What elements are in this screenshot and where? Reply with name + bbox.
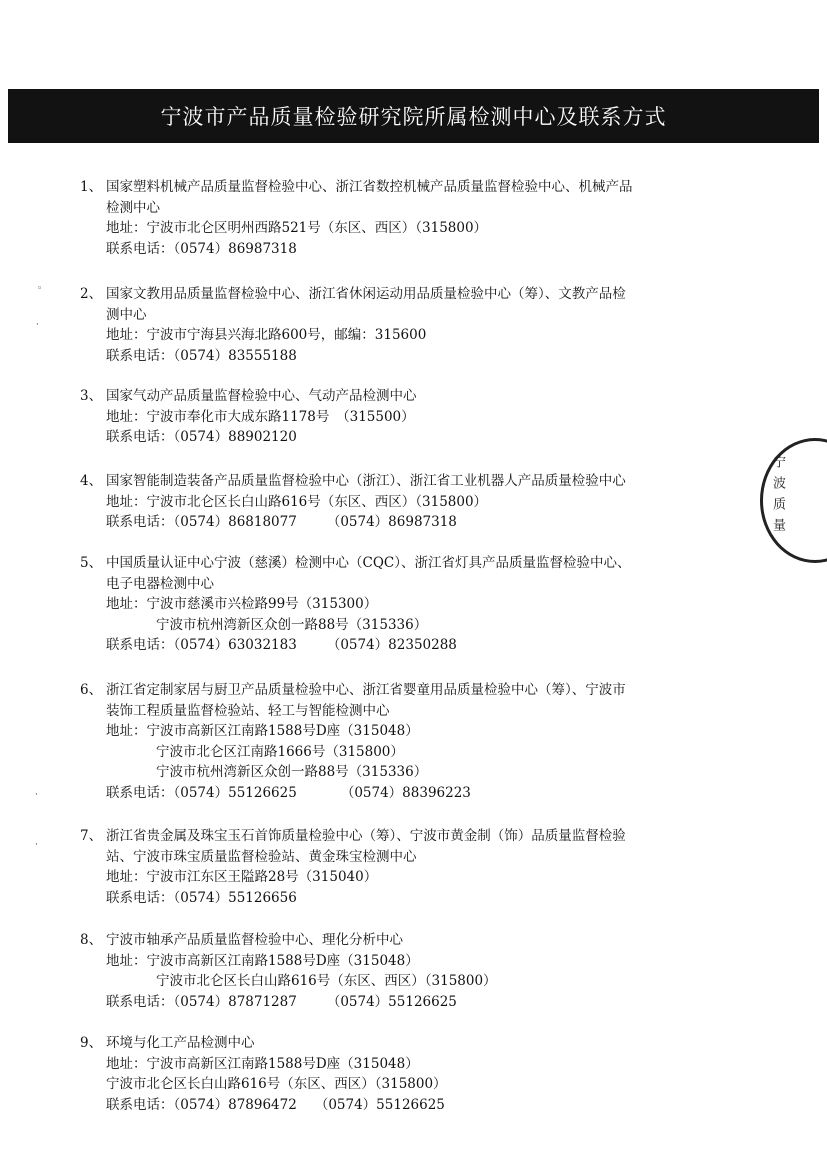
item-number: 8、 (80, 932, 103, 948)
center-name: 中国质量认证中心宁波（慈溪）检测中心（CQC）、浙江省灯具产品质量监督检验中心、 (106, 555, 631, 571)
item-number: 6、 (80, 682, 103, 698)
phone-2: （0574）55126625 (326, 993, 457, 1010)
address: 地址：宁波市江东区王隘路28号（315040） (106, 869, 378, 885)
item-number: 1、 (80, 179, 103, 195)
address: 地址：宁波市奉化市大成东路1178号 （315500） (106, 408, 415, 425)
address-3: 宁波市杭州湾新区众创一路88号（315336） (156, 764, 428, 780)
phone: 联系电话：（0574）55126625 (106, 784, 297, 801)
center-name-cont: 电子电器检测中心 (106, 575, 214, 592)
center-name: 国家文教用品质量监督检验中心、浙江省休闲运动用品质量检验中心（筹）、文教产品检 (106, 286, 626, 302)
list-item (80, 553, 630, 656)
address: 地址：宁波市北仑区明州西路521号（东区、西区）（315800） (106, 220, 488, 236)
list-item (80, 386, 417, 448)
address: 地址：宁波市北仑区长白山路616号（东区、西区）（315800） (106, 493, 488, 510)
address-2: 宁波市北仑区长白山路616号（东区、西区）（315800） (156, 973, 497, 989)
phone: 联系电话：（0574）86818077 (106, 514, 297, 530)
scan-mark: · (36, 320, 39, 330)
phone: 联系电话：（0574）87896472 (106, 1096, 297, 1113)
list-item (80, 1033, 447, 1115)
item-number: 4、 (80, 473, 103, 489)
scan-mark: ◦ (37, 284, 43, 294)
phone-2: （0574）88396223 (340, 784, 471, 801)
center-name: 国家智能制造装备产品质量监督检验中心（浙江）、浙江省工业机器人产品质量检验中心 (106, 473, 626, 489)
seal-text: 宁波质量 (770, 455, 785, 539)
scan-mark: · (35, 790, 38, 800)
center-name: 国家塑料机械产品质量监督检验中心、浙江省数控机械产品质量监督检验中心、机械产品 (106, 179, 633, 195)
center-name-cont: 测中心 (106, 306, 147, 323)
center-name: 宁波市轴承产品质量监督检验中心、理化分析中心 (106, 932, 403, 948)
list-item (80, 826, 626, 908)
item-number: 3、 (80, 388, 103, 404)
phone-2: （0574）86987318 (326, 514, 457, 530)
address-2: 宁波市北仑区江南路1666号（315800） (156, 743, 404, 760)
address-2: 宁波市杭州湾新区众创一路88号（315336） (156, 616, 428, 633)
address: 地址：宁波市高新区江南路1588号D座（315048） (106, 723, 419, 739)
phone: 联系电话：（0574）83555188 (106, 347, 297, 364)
list-item (80, 471, 626, 533)
list-item (80, 284, 626, 366)
phone: 联系电话：（0574）88902120 (106, 429, 297, 445)
item-number: 9、 (80, 1035, 103, 1051)
address: 地址：宁波市高新区江南路1588号D座（315048） (106, 1055, 419, 1072)
item-number: 7、 (80, 828, 103, 844)
item-number: 2、 (80, 286, 103, 302)
list-item (80, 930, 497, 1012)
center-name: 环境与化工产品检测中心 (106, 1035, 255, 1051)
center-name-cont: 装饰工程质量监督检验站、轻工与智能检测中心 (106, 702, 390, 719)
phone-2: （0574）82350288 (326, 637, 457, 653)
page-title: 宁波市产品质量检验研究院所属检测中心及联系方式 (8, 89, 819, 143)
phone: 联系电话：（0574）63032183 (106, 637, 297, 653)
address-2: 宁波市北仑区长白山路616号（东区、西区）（315800） (106, 1076, 447, 1092)
phone: 联系电话：（0574）86987318 (106, 240, 297, 257)
center-name-cont: 检测中心 (106, 199, 160, 216)
center-name-cont: 站、宁波市珠宝质量监督检验站、黄金珠宝检测中心 (106, 848, 417, 865)
phone-2: （0574）55126625 (314, 1096, 445, 1113)
center-name: 浙江省定制家居与厨卫产品质量检验中心、浙江省婴童用品质量检验中心（筹）、宁波市 (106, 682, 626, 698)
phone: 联系电话：（0574）55126656 (106, 889, 297, 906)
center-name: 浙江省贵金属及珠宝玉石首饰质量检验中心（筹）、宁波市黄金制（饰）品质量监督检验 (106, 828, 626, 844)
list-item (80, 177, 633, 259)
address: 地址：宁波市高新区江南路1588号D座（315048） (106, 952, 419, 969)
list-item (80, 680, 626, 803)
address: 地址：宁波市宁海县兴海北路600号，邮编：315600 (106, 327, 427, 343)
phone: 联系电话：（0574）87871287 (106, 993, 297, 1010)
center-name: 国家气动产品质量监督检验中心、气动产品检测中心 (106, 388, 417, 404)
address: 地址：宁波市慈溪市兴检路99号（315300） (106, 596, 378, 612)
item-number: 5、 (80, 555, 103, 571)
scan-mark: · (35, 840, 38, 850)
